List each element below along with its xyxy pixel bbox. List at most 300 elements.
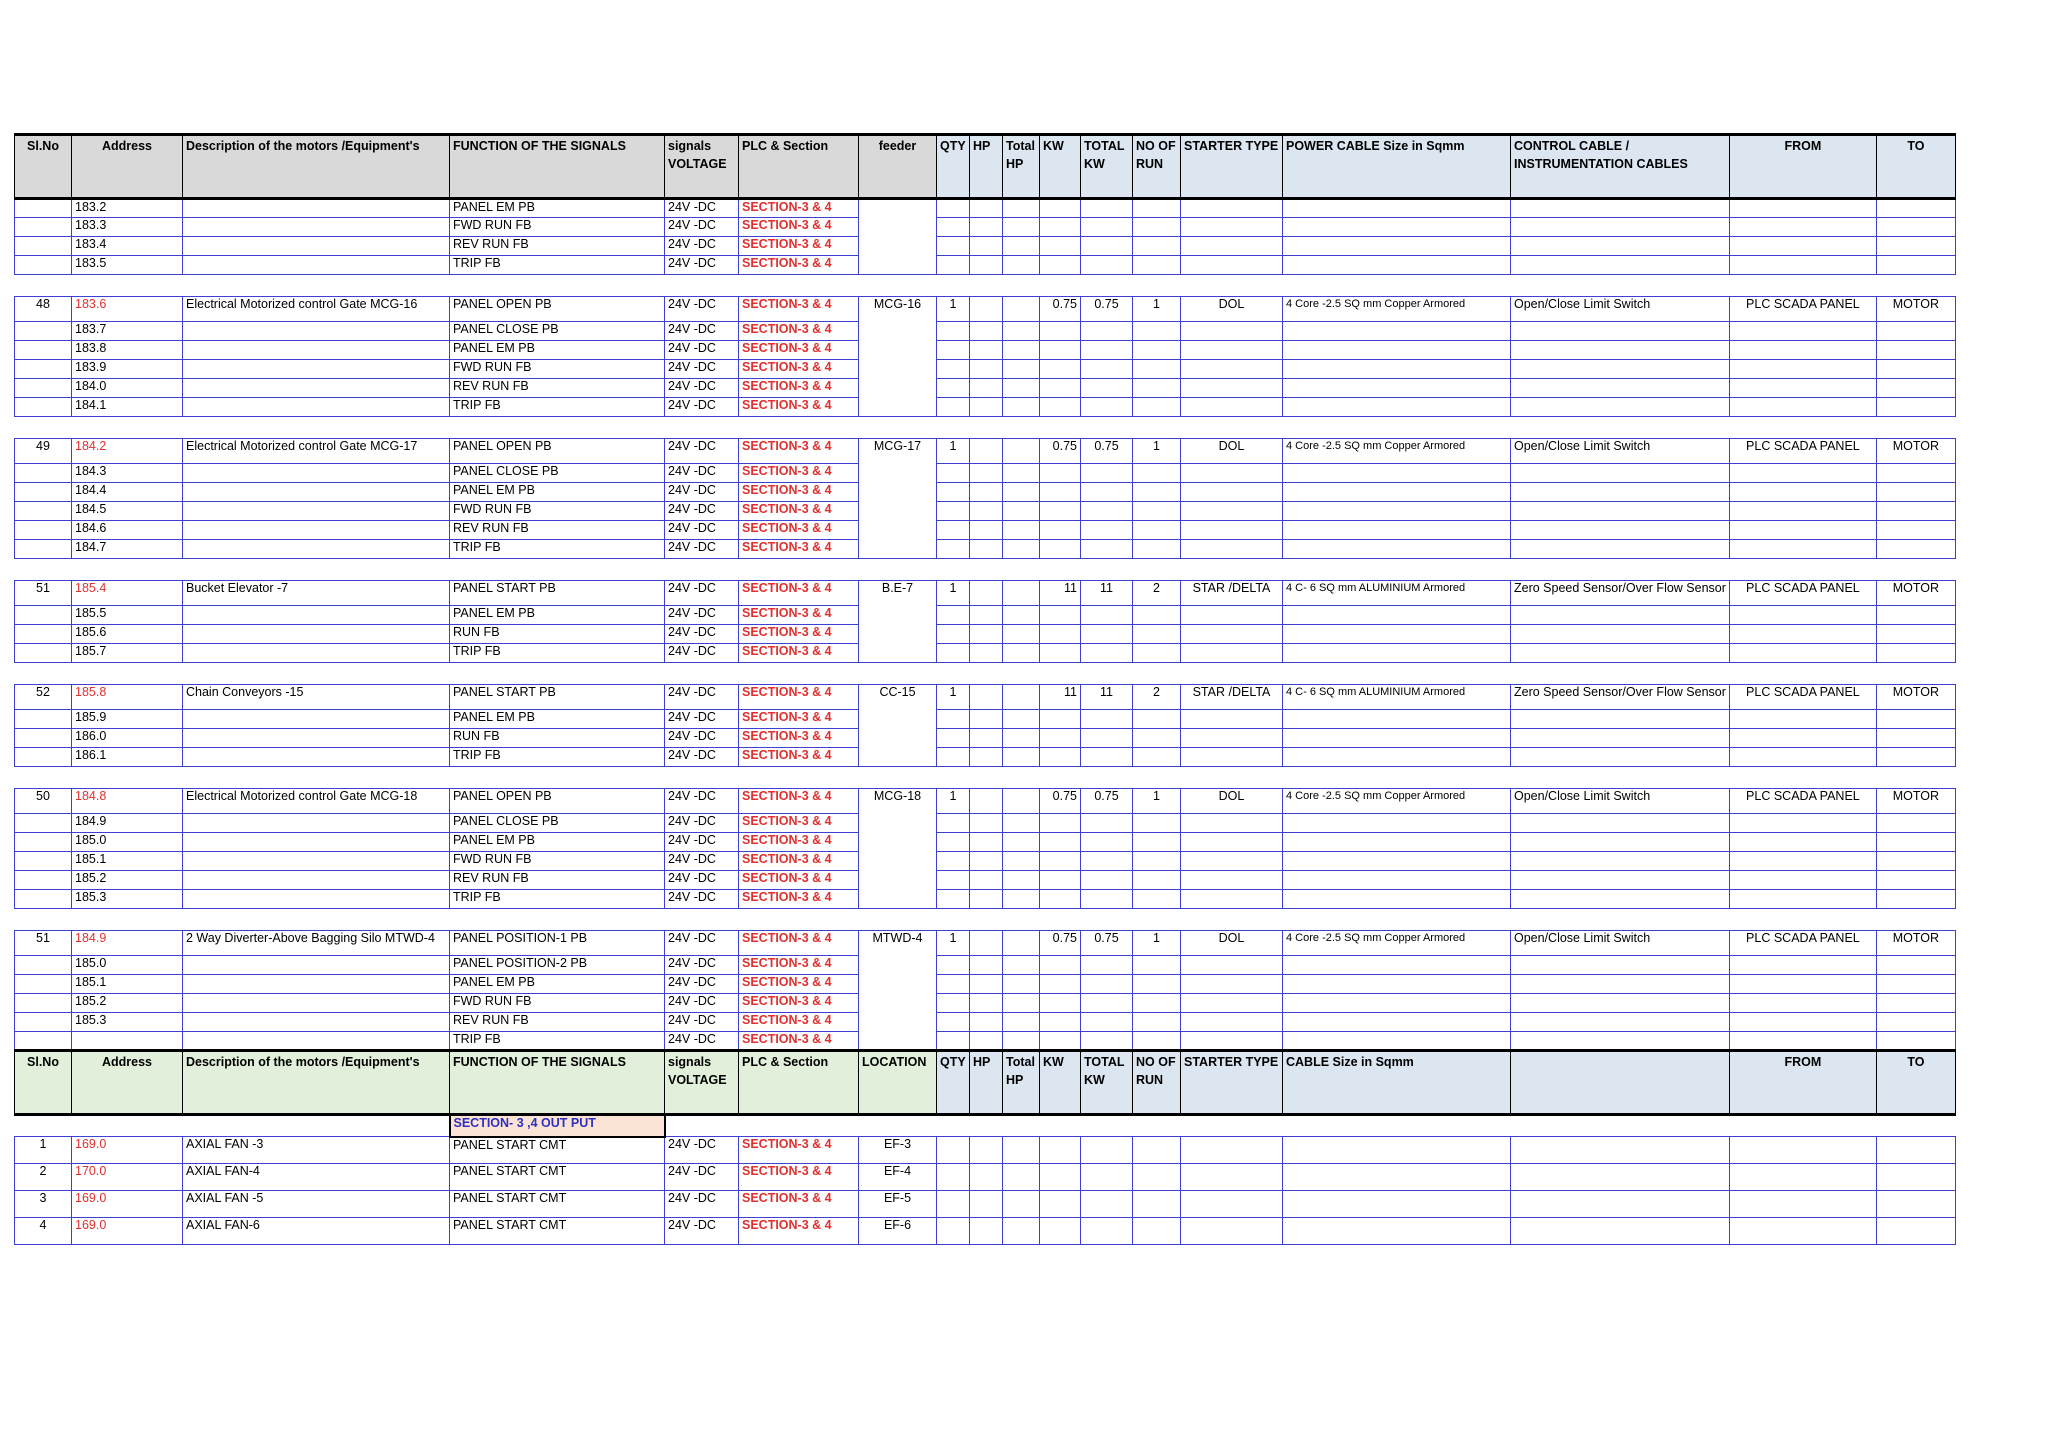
voltage-cell: 24V -DC xyxy=(665,297,739,322)
empty-cell xyxy=(1040,956,1081,975)
empty-cell xyxy=(970,833,1003,852)
table-row xyxy=(15,483,1956,502)
table-row xyxy=(15,994,1956,1013)
address-cell: 184.7 xyxy=(72,540,183,559)
qty-cell: 1 xyxy=(937,439,970,464)
section-cell: SECTION-3 & 4 xyxy=(739,625,859,644)
starter-cell: STAR /DELTA xyxy=(1181,685,1283,710)
empty-cell xyxy=(1729,1137,1876,1164)
address-cell: 183.8 xyxy=(72,341,183,360)
empty-cell xyxy=(970,871,1003,890)
empty-cell xyxy=(1081,871,1133,890)
sl-cell: 52 xyxy=(15,685,72,710)
description-cell xyxy=(183,710,450,729)
empty-cell xyxy=(1003,852,1040,871)
table-row xyxy=(15,852,1956,871)
column-header: FROM xyxy=(1729,135,1876,199)
empty-cell xyxy=(1040,890,1081,909)
address-cell: 185.0 xyxy=(72,833,183,852)
column-header: STARTER TYPE xyxy=(1181,135,1283,199)
function-cell: FWD RUN FB xyxy=(450,502,665,521)
description-cell xyxy=(183,540,450,559)
empty-cell xyxy=(1133,483,1181,502)
empty-cell xyxy=(1133,398,1181,417)
kw-cell: 11 xyxy=(1040,581,1081,606)
empty-cell xyxy=(1040,379,1081,398)
empty-cell xyxy=(72,1115,183,1137)
empty-cell xyxy=(937,956,970,975)
empty-cell xyxy=(1729,729,1876,748)
function-cell: PANEL EM PB xyxy=(450,833,665,852)
empty-cell xyxy=(1040,833,1081,852)
empty-cell xyxy=(970,1137,1003,1164)
address-cell: 184.4 xyxy=(72,483,183,502)
empty-cell xyxy=(1283,644,1511,663)
section-cell: SECTION-3 & 4 xyxy=(739,956,859,975)
empty-cell xyxy=(1181,606,1283,625)
empty-cell xyxy=(1511,464,1730,483)
sl-cell xyxy=(15,890,72,909)
sl-cell xyxy=(15,540,72,559)
empty-cell xyxy=(1283,1032,1511,1051)
table-row xyxy=(15,297,1956,322)
empty-cell xyxy=(1283,729,1511,748)
description-cell: AXIAL FAN -5 xyxy=(183,1191,450,1218)
empty-cell xyxy=(1181,1137,1283,1164)
table-row xyxy=(15,975,1956,994)
voltage-cell: 24V -DC xyxy=(665,322,739,341)
power-cable-cell: 4 Core -2.5 SQ mm Copper Armored xyxy=(1283,789,1511,814)
address-cell: 184.1 xyxy=(72,398,183,417)
section-cell: SECTION-3 & 4 xyxy=(739,1164,859,1191)
empty-cell xyxy=(1876,1137,1955,1164)
empty-cell xyxy=(1133,1218,1181,1245)
section-cell: SECTION-3 & 4 xyxy=(739,502,859,521)
empty-cell xyxy=(1040,341,1081,360)
column-header: PLC & Section xyxy=(739,135,859,199)
empty-cell xyxy=(970,644,1003,663)
empty-cell xyxy=(1003,1032,1040,1051)
section-cell: SECTION-3 & 4 xyxy=(739,360,859,379)
function-cell: TRIP FB xyxy=(450,540,665,559)
empty-cell xyxy=(1511,199,1730,218)
empty-cell xyxy=(1181,956,1283,975)
empty-cell xyxy=(1133,644,1181,663)
empty-cell xyxy=(970,1164,1003,1191)
voltage-cell: 24V -DC xyxy=(665,789,739,814)
empty-cell xyxy=(1040,1013,1081,1032)
empty-cell xyxy=(1081,360,1133,379)
empty-cell xyxy=(937,852,970,871)
table-row xyxy=(15,439,1956,464)
empty-cell xyxy=(1283,483,1511,502)
description-cell xyxy=(183,606,450,625)
sl-cell xyxy=(15,956,72,975)
empty-cell xyxy=(1729,814,1876,833)
empty-cell xyxy=(937,218,970,237)
column-header: NO OF RUN xyxy=(1133,1051,1181,1115)
empty-cell xyxy=(1181,644,1283,663)
empty-cell xyxy=(1181,398,1283,417)
empty-cell xyxy=(1133,360,1181,379)
empty-cell xyxy=(970,341,1003,360)
spacer xyxy=(15,275,1956,297)
empty-cell xyxy=(1729,502,1876,521)
empty-cell xyxy=(1081,1164,1133,1191)
empty-cell xyxy=(1133,814,1181,833)
table-row xyxy=(15,729,1956,748)
empty-cell xyxy=(1081,1218,1133,1245)
empty-cell xyxy=(1081,237,1133,256)
voltage-cell: 24V -DC xyxy=(665,625,739,644)
empty-cell xyxy=(1133,1013,1181,1032)
empty-cell xyxy=(1040,748,1081,767)
description-cell: Electrical Motorized control Gate MCG-17 xyxy=(183,439,450,464)
empty-cell xyxy=(1003,1137,1040,1164)
empty-cell xyxy=(1181,521,1283,540)
empty-cell xyxy=(1003,1218,1040,1245)
description-cell xyxy=(183,871,450,890)
empty-cell xyxy=(1133,975,1181,994)
description-cell: AXIAL FAN-4 xyxy=(183,1164,450,1191)
section-cell: SECTION-3 & 4 xyxy=(739,814,859,833)
empty-cell xyxy=(1876,322,1955,341)
column-header: Total HP xyxy=(1003,135,1040,199)
empty-cell xyxy=(1133,606,1181,625)
voltage-cell: 24V -DC xyxy=(665,218,739,237)
empty-cell xyxy=(183,1115,450,1137)
empty-cell xyxy=(1003,521,1040,540)
empty-cell xyxy=(1081,625,1133,644)
voltage-cell: 24V -DC xyxy=(665,1032,739,1051)
empty-cell xyxy=(1283,379,1511,398)
empty-cell xyxy=(1133,1032,1181,1051)
column-header: QTY xyxy=(937,135,970,199)
section-cell: SECTION-3 & 4 xyxy=(739,379,859,398)
empty-cell xyxy=(1876,748,1955,767)
empty-cell xyxy=(937,871,970,890)
empty-cell xyxy=(1081,1191,1133,1218)
empty-cell xyxy=(1003,237,1040,256)
function-cell: FWD RUN FB xyxy=(450,218,665,237)
column-header: PLC & Section xyxy=(739,1051,859,1115)
description-cell xyxy=(183,644,450,663)
empty-cell xyxy=(1003,322,1040,341)
empty-cell xyxy=(937,322,970,341)
empty-cell xyxy=(1003,729,1040,748)
empty-cell xyxy=(1040,464,1081,483)
empty-cell xyxy=(1283,1218,1511,1245)
empty-cell xyxy=(1729,360,1876,379)
description-cell xyxy=(183,379,450,398)
section-cell: SECTION-3 & 4 xyxy=(739,218,859,237)
empty-cell xyxy=(970,483,1003,502)
empty-cell xyxy=(1081,322,1133,341)
empty-cell xyxy=(1081,199,1133,218)
address-cell: 183.7 xyxy=(72,322,183,341)
spacer-row xyxy=(15,663,1956,685)
empty-cell xyxy=(970,256,1003,275)
sl-cell: 48 xyxy=(15,297,72,322)
empty-cell xyxy=(1511,994,1730,1013)
run-cell: 2 xyxy=(1133,581,1181,606)
from-cell: PLC SCADA PANEL xyxy=(1729,789,1876,814)
voltage-cell: 24V -DC xyxy=(665,360,739,379)
column-header: TOTAL KW xyxy=(1081,1051,1133,1115)
empty-cell xyxy=(1081,379,1133,398)
empty-cell xyxy=(1003,710,1040,729)
description-cell: Electrical Motorized control Gate MCG-16 xyxy=(183,297,450,322)
voltage-cell: 24V -DC xyxy=(665,464,739,483)
empty-cell xyxy=(1876,521,1955,540)
control-cable-cell: Zero Speed Sensor/Over Flow Sensor xyxy=(1511,581,1730,606)
location-cell: EF-5 xyxy=(859,1191,937,1218)
section-cell: SECTION-3 & 4 xyxy=(739,931,859,956)
empty-cell xyxy=(1003,644,1040,663)
run-cell: 1 xyxy=(1133,931,1181,956)
section-cell: SECTION-3 & 4 xyxy=(739,1137,859,1164)
column-header: CABLE Size in Sqmm xyxy=(1283,1051,1511,1115)
table-row xyxy=(15,502,1956,521)
description-cell xyxy=(183,890,450,909)
hp-cell xyxy=(970,685,1003,710)
io-list-sheet xyxy=(14,133,1956,1245)
empty-cell xyxy=(1081,341,1133,360)
empty-cell xyxy=(1876,956,1955,975)
empty-cell xyxy=(1081,729,1133,748)
table-row xyxy=(15,1013,1956,1032)
total-hp-cell xyxy=(1003,789,1040,814)
feeder-cell xyxy=(859,199,937,275)
feeder-cell: MCG-17 xyxy=(859,439,937,559)
empty-cell xyxy=(970,322,1003,341)
empty-cell xyxy=(1876,871,1955,890)
function-cell: PANEL START CMT xyxy=(450,1218,665,1245)
empty-cell xyxy=(1876,644,1955,663)
table-row xyxy=(15,1032,1956,1051)
voltage-cell: 24V -DC xyxy=(665,199,739,218)
empty-cell xyxy=(937,540,970,559)
address-cell: 183.4 xyxy=(72,237,183,256)
address-cell: 183.9 xyxy=(72,360,183,379)
table-row xyxy=(15,833,1956,852)
description-cell xyxy=(183,502,450,521)
empty-cell xyxy=(1729,199,1876,218)
spacer xyxy=(15,767,1956,789)
empty-cell xyxy=(937,237,970,256)
empty-cell xyxy=(970,521,1003,540)
empty-cell xyxy=(1511,729,1730,748)
empty-cell xyxy=(1181,341,1283,360)
sl-cell xyxy=(15,975,72,994)
function-cell: PANEL CLOSE PB xyxy=(450,814,665,833)
empty-cell xyxy=(937,814,970,833)
column-header: FROM xyxy=(1729,1051,1876,1115)
empty-cell xyxy=(1040,1218,1081,1245)
address-cell: 184.3 xyxy=(72,464,183,483)
empty-cell xyxy=(970,1218,1003,1245)
empty-cell xyxy=(1081,1115,1133,1137)
empty-cell xyxy=(1181,852,1283,871)
empty-cell xyxy=(1181,625,1283,644)
voltage-cell: 24V -DC xyxy=(665,521,739,540)
voltage-cell: 24V -DC xyxy=(665,502,739,521)
io-list-table xyxy=(14,133,1956,1245)
empty-cell xyxy=(1081,890,1133,909)
empty-cell xyxy=(1133,540,1181,559)
sl-cell: 51 xyxy=(15,931,72,956)
empty-cell xyxy=(1133,379,1181,398)
empty-cell xyxy=(1133,502,1181,521)
spacer-row xyxy=(15,767,1956,789)
empty-cell xyxy=(1081,502,1133,521)
sl-cell xyxy=(15,625,72,644)
empty-cell xyxy=(1729,956,1876,975)
empty-cell xyxy=(1283,398,1511,417)
column-header xyxy=(1511,1051,1730,1115)
voltage-cell: 24V -DC xyxy=(665,748,739,767)
voltage-cell: 24V -DC xyxy=(665,729,739,748)
empty-cell xyxy=(1040,871,1081,890)
empty-cell xyxy=(1283,521,1511,540)
sl-cell xyxy=(15,199,72,218)
kw-cell: 0.75 xyxy=(1040,789,1081,814)
empty-cell xyxy=(937,1164,970,1191)
empty-cell xyxy=(1876,360,1955,379)
address-cell: 184.9 xyxy=(72,814,183,833)
empty-cell xyxy=(1181,1013,1283,1032)
empty-cell xyxy=(665,1115,739,1137)
description-cell xyxy=(183,625,450,644)
empty-cell xyxy=(1181,814,1283,833)
function-cell: PANEL START CMT xyxy=(450,1137,665,1164)
empty-cell xyxy=(1081,256,1133,275)
sl-cell xyxy=(15,814,72,833)
empty-cell xyxy=(1133,237,1181,256)
empty-cell xyxy=(1511,1164,1730,1191)
power-cable-cell: 4 Core -2.5 SQ mm Copper Armored xyxy=(1283,439,1511,464)
sl-cell xyxy=(15,1013,72,1032)
function-cell: REV RUN FB xyxy=(450,871,665,890)
section-cell: SECTION-3 & 4 xyxy=(739,1013,859,1032)
empty-cell xyxy=(1283,833,1511,852)
function-cell: TRIP FB xyxy=(450,748,665,767)
empty-cell xyxy=(1081,748,1133,767)
empty-cell xyxy=(1729,398,1876,417)
to-cell: MOTOR xyxy=(1876,931,1955,956)
empty-cell xyxy=(937,1013,970,1032)
empty-cell xyxy=(1876,975,1955,994)
empty-cell xyxy=(1511,398,1730,417)
empty-cell xyxy=(1081,852,1133,871)
description-cell xyxy=(183,464,450,483)
total-hp-cell xyxy=(1003,931,1040,956)
empty-cell xyxy=(1040,1191,1081,1218)
voltage-cell: 24V -DC xyxy=(665,1013,739,1032)
column-header: Sl.No xyxy=(15,135,72,199)
empty-cell xyxy=(1181,199,1283,218)
empty-cell xyxy=(1181,322,1283,341)
table-row xyxy=(15,256,1956,275)
column-header: LOCATION xyxy=(859,1051,937,1115)
run-cell: 1 xyxy=(1133,439,1181,464)
empty-cell xyxy=(1040,814,1081,833)
section-cell: SECTION-3 & 4 xyxy=(739,748,859,767)
empty-cell xyxy=(1003,625,1040,644)
empty-cell xyxy=(1511,483,1730,502)
description-cell xyxy=(183,341,450,360)
empty-cell xyxy=(1003,256,1040,275)
empty-cell xyxy=(1181,833,1283,852)
voltage-cell: 24V -DC xyxy=(665,398,739,417)
address-cell: 185.7 xyxy=(72,644,183,663)
empty-cell xyxy=(1729,540,1876,559)
empty-cell xyxy=(1729,1191,1876,1218)
empty-cell xyxy=(1133,871,1181,890)
empty-cell xyxy=(970,464,1003,483)
empty-cell xyxy=(1876,729,1955,748)
description-cell xyxy=(183,833,450,852)
empty-cell xyxy=(1040,483,1081,502)
table-row xyxy=(15,341,1956,360)
empty-cell xyxy=(1081,833,1133,852)
table-row xyxy=(15,931,1956,956)
empty-cell xyxy=(1876,833,1955,852)
empty-cell xyxy=(1283,502,1511,521)
total-hp-cell xyxy=(1003,685,1040,710)
sl-cell xyxy=(15,464,72,483)
to-cell: MOTOR xyxy=(1876,685,1955,710)
empty-cell xyxy=(1283,625,1511,644)
spacer-row xyxy=(15,909,1956,931)
function-cell: REV RUN FB xyxy=(450,237,665,256)
empty-cell xyxy=(937,994,970,1013)
empty-cell xyxy=(937,360,970,379)
function-cell: PANEL OPEN PB xyxy=(450,297,665,322)
empty-cell xyxy=(1040,606,1081,625)
column-header: Description of the motors /Equipment's xyxy=(183,1051,450,1115)
voltage-cell: 24V -DC xyxy=(665,975,739,994)
table-row xyxy=(15,789,1956,814)
empty-cell xyxy=(1729,748,1876,767)
empty-cell xyxy=(1181,729,1283,748)
empty-cell xyxy=(1181,994,1283,1013)
kw-cell: 0.75 xyxy=(1040,439,1081,464)
empty-cell xyxy=(1040,1115,1081,1137)
description-cell xyxy=(183,218,450,237)
empty-cell xyxy=(1181,1218,1283,1245)
empty-cell xyxy=(970,994,1003,1013)
sl-cell xyxy=(15,502,72,521)
address-cell: 169.0 xyxy=(72,1137,183,1164)
power-cable-cell: 4 C- 6 SQ mm ALUMINIUM Armored xyxy=(1283,581,1511,606)
table-row xyxy=(15,464,1956,483)
voltage-cell: 24V -DC xyxy=(665,644,739,663)
feeder-cell: MTWD-4 xyxy=(859,931,937,1051)
section-cell: SECTION-3 & 4 xyxy=(739,256,859,275)
function-cell: PANEL EM PB xyxy=(450,483,665,502)
empty-cell xyxy=(937,483,970,502)
empty-cell xyxy=(1283,748,1511,767)
empty-cell xyxy=(1283,890,1511,909)
empty-cell xyxy=(937,710,970,729)
empty-cell xyxy=(1040,398,1081,417)
empty-cell xyxy=(1283,852,1511,871)
empty-cell xyxy=(1876,398,1955,417)
empty-cell xyxy=(1081,710,1133,729)
empty-cell xyxy=(1511,890,1730,909)
empty-cell xyxy=(1181,502,1283,521)
